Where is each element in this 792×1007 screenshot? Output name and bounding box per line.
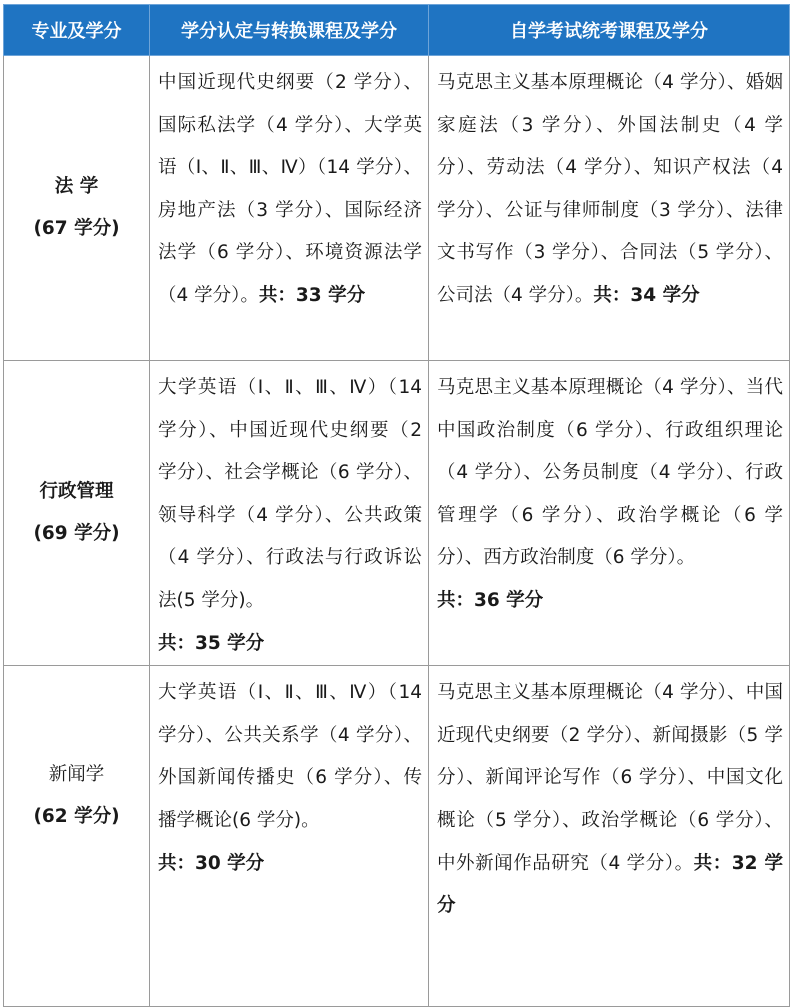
transfer-total: 共：35 学分 bbox=[158, 632, 265, 654]
transfer-cell bbox=[150, 56, 429, 361]
major-cell bbox=[4, 56, 150, 361]
transfer-total: 共：30 学分 bbox=[158, 852, 265, 874]
exam-total: 共：34 学分 bbox=[593, 284, 700, 306]
exam-courses: 马克思主义基本原理概论（4 学分）、当代中国政治制度（6 学分）、行政组织理论（4 学分）、公务员制度（4 学分）、行政管理学（6 学分）、政治学概论（6 学分）、西方政治制度（6 学分）。 bbox=[437, 377, 783, 569]
header-exam-courses: 自学考试统考课程及学分 bbox=[429, 5, 790, 56]
header-transfer-courses: 学分认定与转换课程及学分 bbox=[150, 5, 429, 56]
header-major: 专业及学分 bbox=[4, 5, 150, 56]
transfer-cell bbox=[150, 361, 429, 666]
major-credits: (67 学分) bbox=[33, 218, 120, 239]
transfer-total: 共：33 学分 bbox=[258, 284, 366, 306]
major-name: 行政管理 bbox=[39, 481, 114, 503]
exam-total: 共：36 学分 bbox=[437, 589, 544, 611]
table-row bbox=[4, 56, 790, 361]
header-row bbox=[4, 5, 790, 56]
table-row bbox=[4, 666, 790, 1007]
major-credits: (62 学分) bbox=[33, 806, 120, 828]
exam-cell bbox=[429, 666, 790, 1007]
credits-table bbox=[3, 4, 790, 1007]
table-row bbox=[4, 361, 790, 666]
exam-cell bbox=[429, 361, 790, 666]
transfer-cell bbox=[150, 666, 429, 1007]
major-cell bbox=[4, 361, 150, 666]
transfer-courses: 大学英语（Ⅰ、Ⅱ、Ⅲ、Ⅳ）（14 学分）、中国近现代史纲要（2 学分）、社会学概论（6 学分）、领导科学（4 学分）、公共政策（4 学分）、行政法与行政诉讼法(5 学分)。 bbox=[158, 377, 422, 611]
exam-cell bbox=[429, 56, 790, 361]
transfer-courses: 中国近现代史纲要（2 学分）、国际私法学（4 学分）、大学英语（Ⅰ、Ⅱ、Ⅲ、Ⅳ）（14 学分）、房地产法（3 学分）、国际经济法学（6 学分）、环境资源法学（4 学分）。 bbox=[158, 72, 422, 306]
exam-courses: 马克思主义基本原理概论（4 学分）、中国近现代史纲要（2 学分）、新闻摄影（5 学分）、新闻评论写作（6 学分）、中国文化概论（5 学分）、政治学概论（6 学分）、中外新闻作品研究（4 学分）。 bbox=[437, 682, 783, 874]
major-cell bbox=[4, 666, 150, 1007]
major-name: 新闻学 bbox=[48, 764, 105, 786]
exam-courses: 马克思主义基本原理概论（4 学分）、婚姻家庭法（3 学分）、外国法制史（4 学分）、劳动法（4 学分）、知识产权法（4 学分）、公证与律师制度（3 学分）、法律文书写作（3 学分）、合同法（5 学分）、公司法（4 学分）。 bbox=[437, 72, 783, 306]
transfer-courses: 大学英语（Ⅰ、Ⅱ、Ⅲ、Ⅳ）（14 学分）、公共关系学（4 学分）、外国新闻传播史（6 学分）、传播学概论(6 学分)。 bbox=[158, 682, 422, 831]
exam-total: 共：32 学分 bbox=[437, 852, 784, 917]
major-name: 法 学 bbox=[54, 176, 99, 197]
major-credits: (69 学分) bbox=[33, 523, 120, 545]
